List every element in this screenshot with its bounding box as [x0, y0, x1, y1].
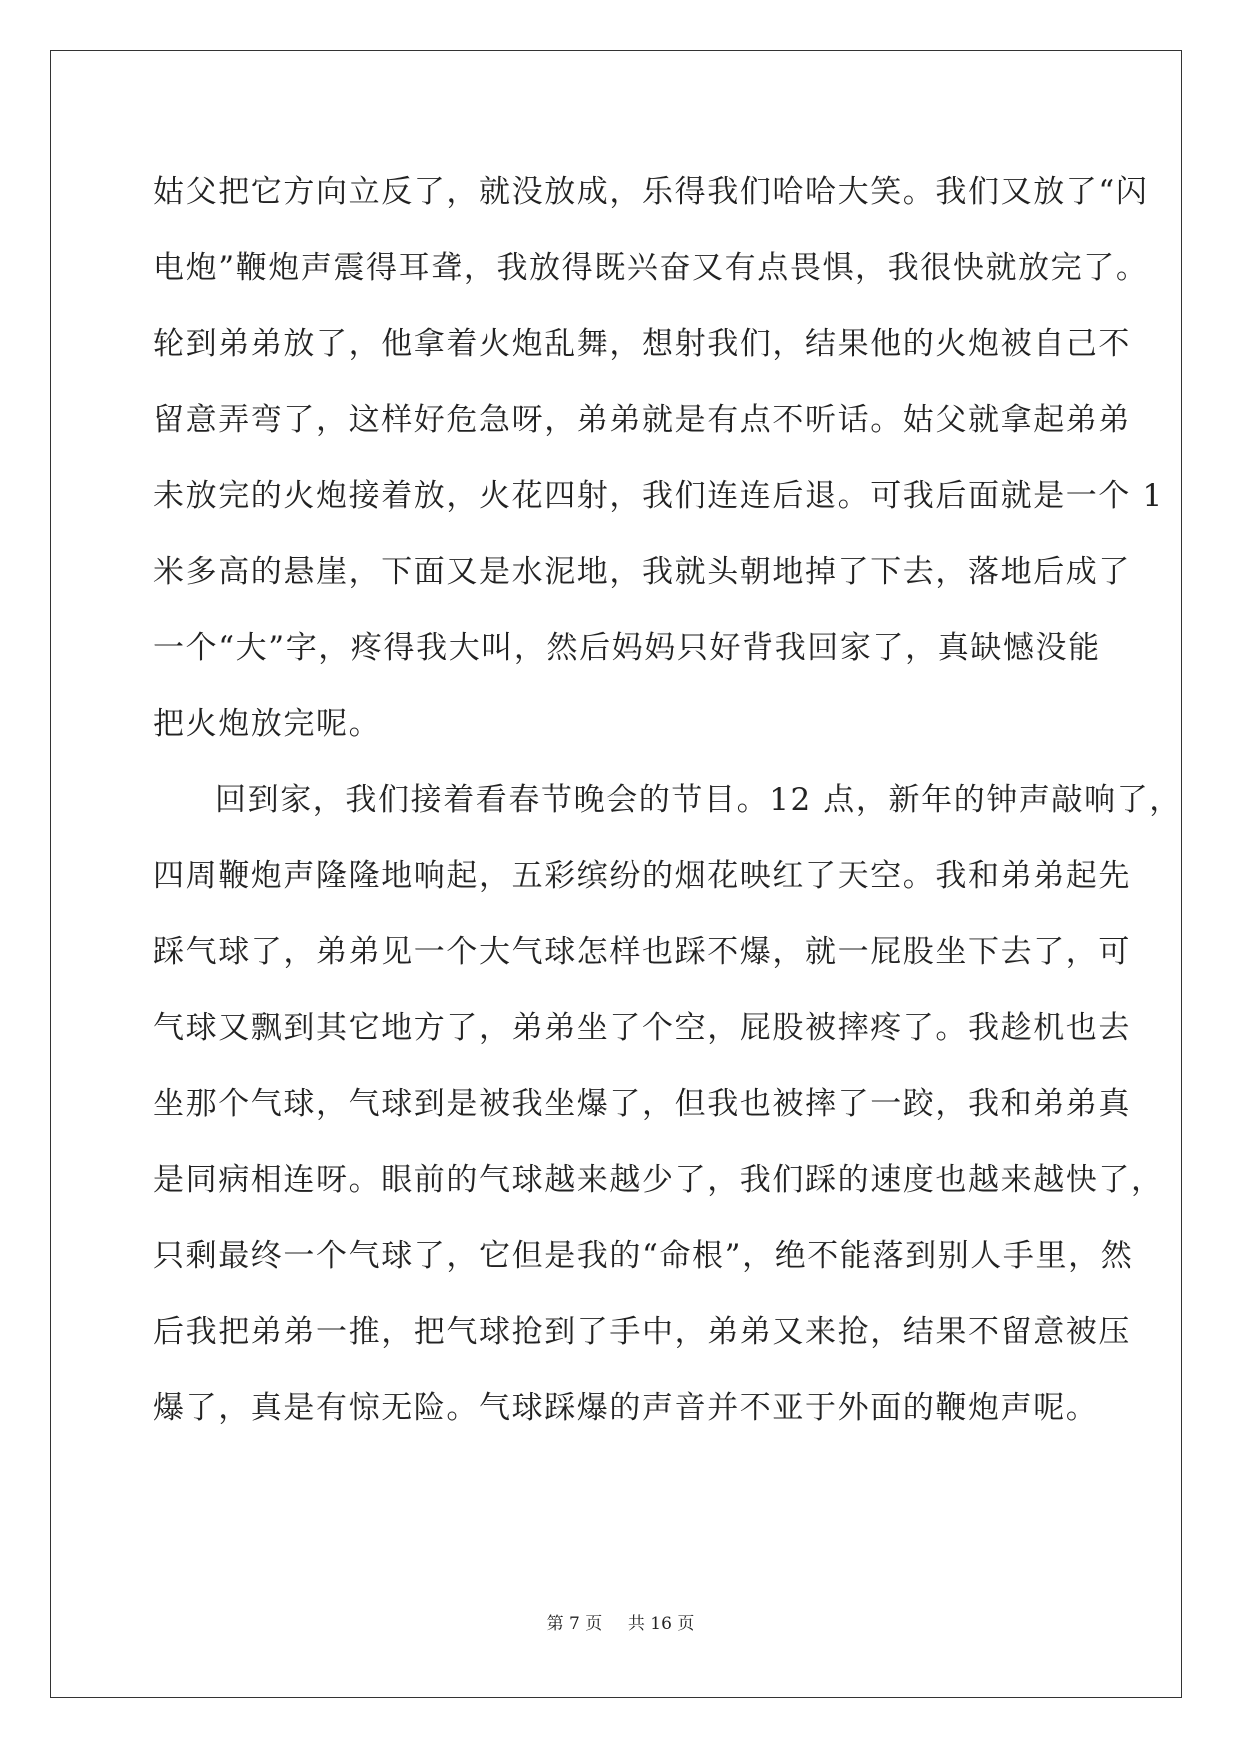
- page-total: 共 16 页: [627, 1614, 695, 1634]
- page-number: 第 7 页: [546, 1614, 603, 1634]
- paragraph-line: 电炮”鞭炮声震得耳聋，我放得既兴奋又有点畏惧，我很快就放完了。: [153, 250, 1149, 286]
- paragraph-line: 把火炮放完呢。: [153, 706, 382, 742]
- paragraph-line: 气球又飘到其它地方了，弟弟坐了个空，屁股被摔疼了。我趁机也去: [153, 1010, 1131, 1046]
- paragraph-line: 四周鞭炮声隆隆地响起，五彩缤纷的烟花映红了天空。我和弟弟起先: [153, 858, 1131, 894]
- paragraph-line: 留意弄弯了，这样好危急呀，弟弟就是有点不听话。姑父就拿起弟弟: [153, 402, 1131, 438]
- paragraph-line: 一个“大”字，疼得我大叫，然后妈妈只好背我回家了，真缺憾没能: [153, 630, 1101, 666]
- paragraph-line: 是同病相连呀。眼前的气球越来越少了，我们踩的速度也越来越快了，: [153, 1162, 1164, 1198]
- paragraph-line: 轮到弟弟放了，他拿着火炮乱舞，想射我们，结果他的火炮被自己不: [153, 326, 1131, 362]
- paragraph-line: 爆了，真是有惊无险。气球踩爆的声音并不亚于外面的鞭炮声呢。: [153, 1390, 1099, 1426]
- paragraph-line: 只剩最终一个气球了，它但是我的“命根”，绝不能落到别人手里，然: [153, 1238, 1134, 1274]
- paragraph-line: 后我把弟弟一推，把气球抢到了手中，弟弟又来抢，结果不留意被压: [153, 1314, 1131, 1350]
- paragraph-line: 踩气球了，弟弟见一个大气球怎样也踩不爆，就一屁股坐下去了，可: [153, 934, 1131, 970]
- paragraph-line: 未放完的火炮接着放，火花四射，我们连连后退。可我后面就是一个 1: [153, 478, 1164, 514]
- paragraph-line: 坐那个气球，气球到是被我坐爆了，但我也被摔了一跤，我和弟弟真: [153, 1086, 1131, 1122]
- page-footer: [0, 1612, 1241, 1636]
- paragraph-first-line: 回到家，我们接着看春节晚会的节目。12 点，新年的钟声敲响了，: [215, 782, 1182, 818]
- paragraph-line: 姑父把它方向立反了，就没放成，乐得我们哈哈大笑。我们又放了“闪: [153, 174, 1149, 210]
- paragraph-line: 米多高的悬崖，下面又是水泥地，我就头朝地掉了下去，落地后成了: [153, 554, 1131, 590]
